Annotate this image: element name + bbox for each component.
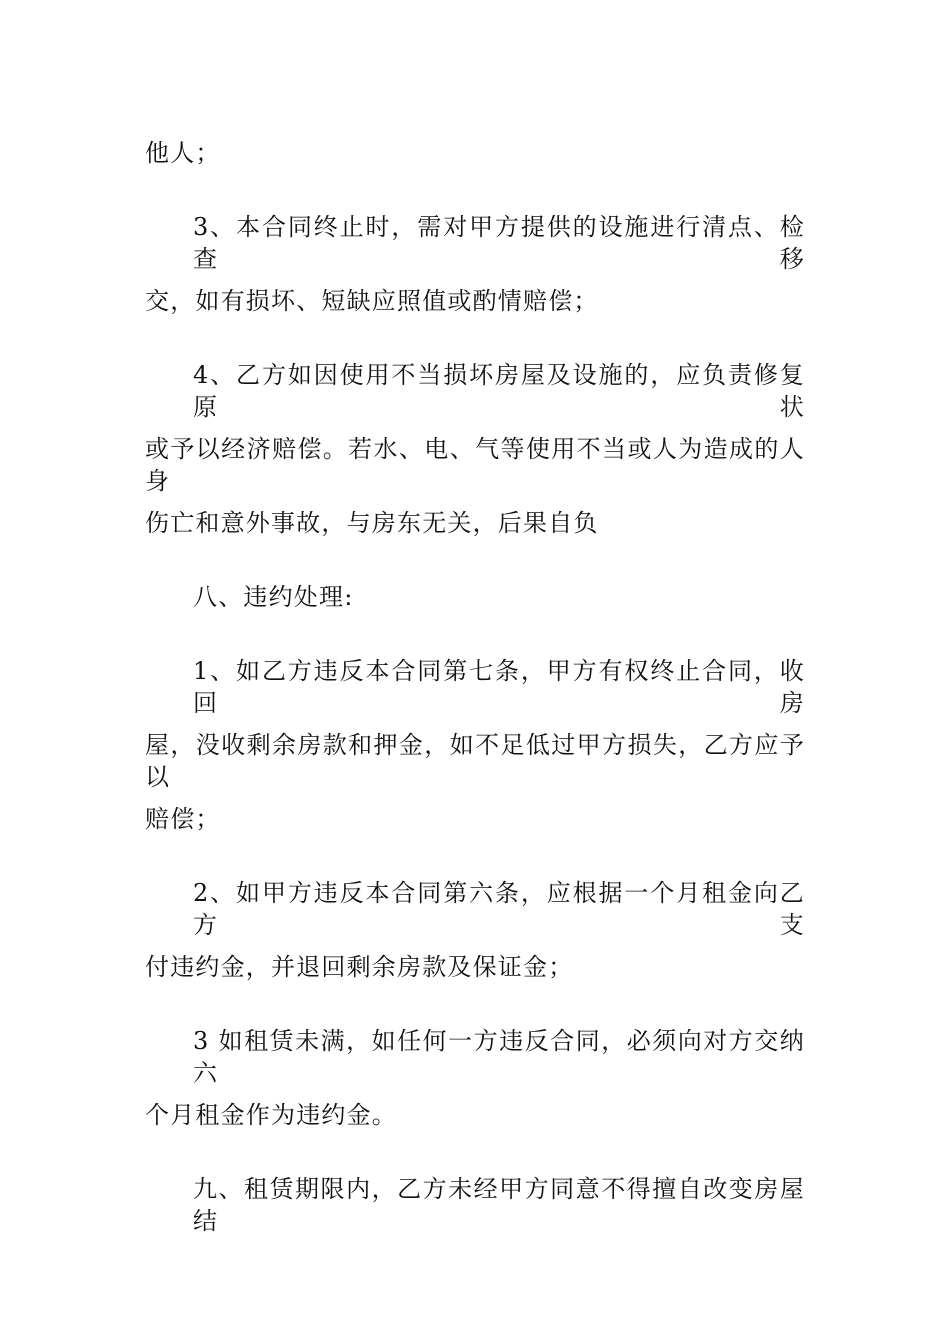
text-line: 付违约金，并退回剩余房款及保证金； (145, 953, 574, 981)
text-line: 伤亡和意外事故，与房东无关，后果自负 (145, 509, 599, 537)
text-line: 2、如甲方违反本合同第六条，应根据一个月租金向乙方支 (193, 879, 805, 939)
text-line: 赔偿； (145, 805, 221, 833)
text-line: 或予以经济赔偿。若水、电、气等使用不当或人为造成的人身 (145, 435, 805, 495)
text-line: 个月租金作为违约金。 (145, 1101, 397, 1129)
text-line: 他人； (145, 139, 221, 167)
text-line: 3 如租赁未满，如任何一方违反合同，必须向对方交纳六 (193, 1027, 805, 1087)
text-line: 交，如有损坏、短缺应照值或酌情赔偿； (145, 287, 599, 315)
text-line: 3、本合同终止时，需对甲方提供的设施进行清点、检查移 (193, 213, 805, 273)
text-line: 1、如乙方违反本合同第七条，甲方有权终止合同，收回房 (193, 657, 805, 717)
text-line: 4、乙方如因使用不当损坏房屋及设施的，应负责修复原状 (193, 361, 805, 421)
section-heading: 八、违约处理: (193, 583, 354, 611)
text-line: 屋，没收剩余房款和押金，如不足低过甲方损失，乙方应予以 (145, 731, 805, 791)
text-line: 九、租赁期限内，乙方未经甲方同意不得擅自改变房屋结 (193, 1175, 805, 1235)
